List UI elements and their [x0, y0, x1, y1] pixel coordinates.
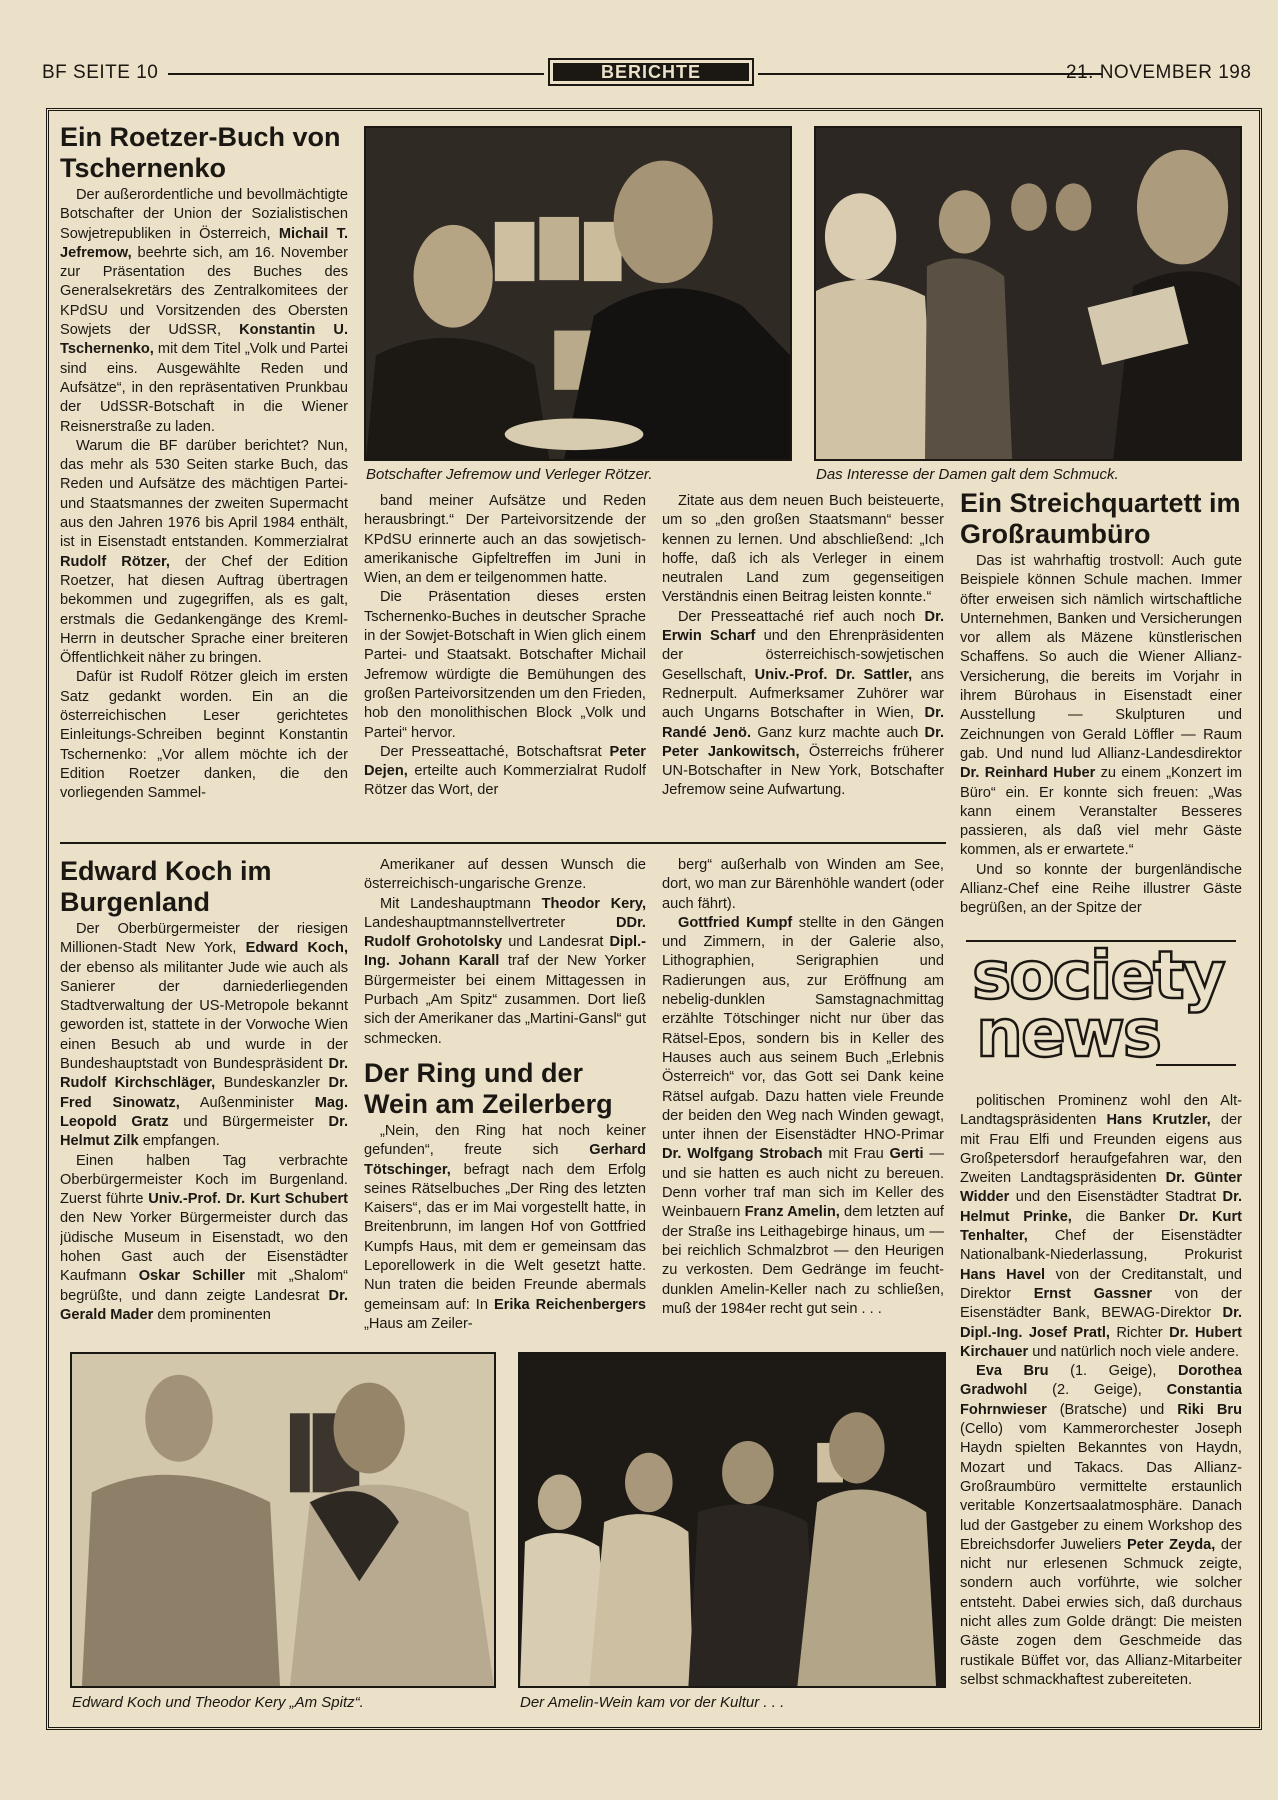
paragraph: berg“ außerhalb von Winden am See, dort, wo man zur Bärenhöhle wandert (oder auch fährt). [662, 857, 944, 912]
paragraph: Mit Landeshauptmann Theodor Kery, Landeshauptmannstellvertreter DDr. Rudolf Grohotolsky und Landesrat Dipl.-Ing. Johann Karall traf der New Yorker Bürgermeister bei einem Mittagessen in Purbach „Am Spitz“ zusammen. Dort ließ sich der Amerikaner das „Martini-Gansl“ gut schmecken. [364, 895, 646, 1047]
article-streichquartett-top [960, 488, 1242, 930]
bold-name: Dr. Fred Sinowatz, [60, 1075, 348, 1111]
bold-name: Edward Koch, [245, 940, 348, 957]
paragraph: Amerikaner auf dessen Wunsch die österreichisch-ungarische Grenze. [364, 857, 646, 893]
bold-name: Peter Zeyda, [1126, 1536, 1216, 1553]
photo-ladies-jewelry [814, 126, 1242, 461]
paragraph: Eva Bru (1. Geige), Dorothea Gradwohl (2. Geige), Constantia Fohrnwieser (Bratsche) und Riki Bru (Cello) vom Kammerorchester Joseph Haydn spielten Bekanntes von Haydn, Mozart und Takacs. Das Allianz-Großraumbüro vermittelte erstaunlich veritable Konzertsaalatmosphäre. Danach lud der Gastgeber zu einem Workshop des Ebreichsdorfer Juweliers Peter Zeyda, der nicht nur erlesenen Schmuck zeigte, sondern auch vorführte, wie solcher entsteht. Dabei erwies sich, daß durchaus nicht alles zum Golde drängt: Die meisten Gäste zogen dem Geschmeide das rustikale Büffet vor, das Allianz-Mitarbeiter selbst schmackhaftest zubereiteten. [960, 1363, 1242, 1688]
header-rule-left [168, 73, 544, 75]
photo-jefremow-roetzer [364, 126, 792, 461]
headline-koch: Edward Koch im Burgenland [60, 856, 272, 917]
paragraph: Der außerordentliche und bevollmächtigte Botschafter der Union der Sozialistischen Sowjetrepubliken in Österreich, Michail T. Jefremow, beehrte sich, am 16. November zur Präsentation des Buches des Generalsekretärs des Zentralkomitees der KPdSU und Vorsitzenden des Obersten Sowjets der UdSSR, Konstantin U. Tschernenko, mit dem Titel „Volk und Partei sind eins. Ausgewählte Reden und Aufsätze“, in den repräsentativen Prunkbau der UdSSR-Botschaft in die Wiener Reisnerstraße zu laden. [60, 187, 348, 435]
bold-name: Hans Havel [960, 1266, 1046, 1283]
bold-name: Riki Bru [1177, 1401, 1242, 1418]
bold-name: Mag. Leopold Gratz [60, 1094, 348, 1130]
bold-name: Dr. Helmut Prinke, [960, 1189, 1242, 1225]
caption-ladies: Das Interesse der Damen galt dem Schmuck. [816, 466, 1119, 483]
bold-name: Rudolf Rötzer, [60, 553, 170, 570]
paragraph: Das ist wahrhaftig trostvoll: Auch gute Beispiele können Schule machen. Immer öfter erweisen sich nämlich wirtschaftliche Unternehmen, Banken und Versicherungen vor allem als Mäzene künstlerischen Schaffens. So auch die Wiener Allianz-Versicherung, die bereits im Vorjahr in ihrem Bürohaus in Eisenstadt einer Ausstellung — Skulpturen und Zeichnungen von Gerald Löffler — Raum gab. Und nund lud Allianz-Landesdirektor Dr. Reinhard Huber zu einem „Konzert im Büro“ ein. Er konnte sich freuen: „Was kann einem Veranstalter Besseres passieren, als daß viel mehr Gäste kommen, als er erwartete.“ [960, 553, 1242, 859]
section-label: BERICHTE [553, 63, 749, 81]
bold-name: Eva Bru [976, 1363, 1049, 1380]
issue-date: 21. NOVEMBER 198 [1066, 62, 1252, 83]
bold-name: Gerti [889, 1146, 924, 1163]
headline-ring: Der Ring und der Wein am Zeilerberg [364, 1058, 613, 1119]
paragraph: Gottfried Kumpf stellte in den Gängen und Zimmern, in der Galerie also, Lithographien, Serigraphien und Radierungen aus, zur Eröffnung am nebelig-dunklen Samstagnachmittag erzählte Tötschinger nicht nur über das Rätsel-Epos, sondern bis in Keller des Hauses auch aus seinem Buch „Erlebnis Österreich“ vor, das Gott sei Dank keine Rätsel aufgab. Dazu hatten viele Freunde der beiden den Weg nach Winden gewagt, unter ihnen der Eisenstädter HNO-Primar Dr. Wolfgang Strobach mit Frau Gerti — und sie hatten es auch nicht zu bereuen. Denn vorher traf man sich im Keller des Weinbauern Franz Amelin, dem letzten auf der Straße ins Leithagebirge hinaus, um — bei reichlich Schmalzbrot — den Heurigen zu verkosten. Dem Gedränge im feucht-dunklen Amelin-Keller nach zu schließen, muß der 1984er recht gut sein . . . [662, 914, 944, 1317]
bold-name: Dr. Reinhard Huber [960, 765, 1096, 782]
photo-amelin-wein [518, 1352, 946, 1688]
caption-jefremow: Botschafter Jefremow und Verleger Rötzer. [366, 466, 653, 483]
bold-name: Dr. Wolfgang Strobach [662, 1146, 823, 1163]
bold-name: Dr. Rudolf Kirchschläger, [60, 1056, 348, 1092]
bold-name: Dorothea Gradwohl [960, 1363, 1242, 1399]
bold-name: Ernst Gassner [1033, 1285, 1153, 1302]
headline-roetzer: Ein Roetzer-Buch von Tschernenko [60, 122, 341, 183]
bold-name: Theodor Kery, [541, 895, 646, 912]
bold-name: Dr. Randé Jenö. [662, 705, 944, 741]
bold-name: Gottfried Kumpf [678, 914, 793, 931]
roetzer-text-col1 [60, 186, 348, 804]
bold-name: Peter Dejen, [364, 743, 646, 780]
bold-name: Konstantin U. Tschernenko, [60, 322, 348, 358]
streichquartett-text-top [960, 552, 1242, 919]
bold-name: Dr. Gerald Mader [60, 1287, 348, 1323]
article-roetzer-col3 [662, 492, 944, 834]
bold-name: Dr. Erwin Scharf [662, 608, 944, 645]
article-ring-col2 [364, 1058, 646, 1342]
paragraph: Zitate aus dem neuen Buch beisteuerte, um so „den großen Staatsmann“ besser kennen zu lernen. Und abschließend: „Ich hoffe, daß ich als Verleger in einem neutralen Land zum gegenseitigen Verständnis einen Beitrag leisten konnte.“ [662, 493, 944, 606]
koch-text-col1 [60, 920, 348, 1325]
paragraph: „Nein, den Ring hat noch keiner gefunden“, freute sich Gerhard Tötschinger, befragt nach dem Erfolg seines Rätselbuches „Der Ring des letzten Kaisers“, das er im Mai vorgestellt hatte, in Breitenbrunn, im langen Hof von Gottfried Kumpfs Haus, mit dem er gemeinsam das Leporellowerk in die Welt gesetzt hatte. Nun traten die beiden Freunde abermals gemeinsam auf: In Erika Reichenbergers „Haus am Zeiler- [364, 1123, 646, 1332]
header-rule-right [758, 73, 1102, 75]
section-separator [60, 842, 946, 844]
article-ring-col3 [662, 856, 944, 1342]
photo-koch-kery [70, 1352, 496, 1688]
article-roetzer-col1 [60, 122, 348, 834]
logo-word-society: society [972, 937, 1224, 1014]
logo-word-news: news [976, 995, 1161, 1072]
ring-text-col2 [364, 1122, 646, 1334]
paragraph: Und so konnte der burgenländische Allianz-Chef eine Reihe illustrer Gäste begrüßen, an der Spitze der [960, 861, 1242, 917]
headline-streichquartett: Ein Streichquartett im Großraumbüro [960, 488, 1241, 549]
bold-name: Dr. Kurt Tenhalter, [960, 1208, 1242, 1245]
article-streichquartett-bottom [960, 1092, 1242, 1704]
bold-name: Hans Krutzler, [1106, 1112, 1211, 1129]
bold-name: Gerhard Tötschinger, [364, 1142, 646, 1178]
bold-name: Univ.-Prof. Dr. Kurt Schubert [148, 1191, 348, 1208]
page-number: BF SEITE 10 [42, 62, 159, 83]
paragraph: politischen Prominenz wohl den Alt-Landtagspräsidenten Hans Krutzler, der mit Frau Elfi und Freunden eigens aus Großpetersdorf heraufgefahren war, den Zweiten Landtagspräsidenten Dr. Günter Widder und den Eisenstädter Stadtrat Dr. Helmut Prinke, die Banker Dr. Kurt Tenhalter, Chef der Eisenstädter Nationalbank-Niederlassung, Prokurist Hans Havel von der Creditanstalt, und Direktor Ernst Gassner von der Eisenstädter Bank, BEWAG-Direktor Dr. Dipl.-Ing. Josef Pratl, Richter Dr. Hubert Kirchauer und natürlich noch viele andere. [960, 1093, 1242, 1360]
article-koch-col2 [364, 856, 646, 1052]
bold-name: Dr. Günter Widder [960, 1170, 1242, 1206]
bold-name: Erika Reichenbergers [493, 1296, 646, 1313]
paragraph: Warum die BF darüber berichtet? Nun, das mehr als 530 Seiten starke Buch, das Reden und Aufsätze des mächtigen Partei- und Staatsmannes der zweiten Supermacht aus den Jahren 1976 bis April 1984 enthält, ist in Eisenstadt entstanden. Kommerzialrat Rudolf Rötzer, der Chef der Edition Roetzer, hat diesen Auftrag übertragen bekommen und zugegriffen, als es galt, erstmals die Gedankengänge des Kreml-Herrn in deutscher Sprache einer breiteren Öffentlichkeit näher zu bringen. [60, 437, 348, 667]
bold-name: Univ.-Prof. Dr. Sattler, [754, 666, 913, 683]
caption-amelin: Der Amelin-Wein kam vor der Kultur . . . [520, 1694, 785, 1711]
article-roetzer-col2 [364, 492, 646, 834]
bold-name: Dr. Hubert Kirchauer [960, 1324, 1242, 1360]
paragraph: Dafür ist Rudolf Rötzer gleich im ersten Satz gedankt worden. Ein an die österreichischen Leser gerichtetes Einleitungs-Schreiben beginnt Konstantin Tschernenko: „Vor allem möchte ich der Edition Roetzer danken, die den vorliegenden Sammel- [60, 669, 348, 802]
paragraph: Der Oberbürgermeister der riesigen Millionen-Stadt New York, Edward Koch, der ebenso als militanter Jude wie auch als Sanierer der darniederliegenden Stadtverwaltung der US-Metropole bekannt geworden ist, stattete in der Vorwoche Wien einen Besuch ab und wurde in der Bundeshauptstadt von Bundespräsident Dr. Rudolf Kirchschläger, Bundeskanzler Dr. Fred Sinowatz, Außenminister Mag. Leopold Gratz und Bürgermeister Dr. Helmut Zilk empfangen. [60, 921, 348, 1150]
society-news-logo [966, 937, 1236, 1080]
bold-name: Dipl.-Ing. Johann Karall [364, 934, 646, 970]
paragraph: Der Presseattaché, Botschaftsrat Peter Dejen, erteilte auch Kommerzialrat Rudolf Rötzer das Wort, der [364, 743, 646, 799]
paragraph: Die Präsentation dieses ersten Tschernenko-Buches in deutscher Sprache in der Sowjet-Botschaft in Wien glich einem Partei- und Staatsakt. Botschafter Michail Jefremow würdigte die Bemühungen des großen Parteivorsitzenden um den Frieden, hob den monolithischen Block „Volk und Partei“ hervor. [364, 589, 646, 741]
logo-bottom-rule [1156, 1064, 1236, 1066]
bold-name: Oskar Schiller [138, 1268, 245, 1285]
bold-name: Dr. Dipl.-Ing. Josef Pratl, [960, 1305, 1242, 1341]
bold-name: Franz Amelin, [744, 1204, 840, 1221]
bold-name: DDr. Rudolf Grohotolsky [364, 914, 646, 951]
paragraph: Einen halben Tag verbrachte Oberbürgermeister Koch im Burgenland. Zuerst führte Univ.-Prof. Dr. Kurt Schubert den New Yorker Bürgermeister durch das jüdische Museum in Eisenstadt, wo den hohen Gast auch der Eisenstädter Kaufmann Oskar Schiller mit „Shalom“ begrüßte, und dann zeigte Landesrat Dr. Gerald Mader dem prominenten [60, 1152, 348, 1323]
bold-name: Dr. Helmut Zilk [60, 1113, 348, 1150]
article-koch-col1 [60, 856, 348, 1342]
bold-name: Constantia Fohrnwieser [960, 1382, 1242, 1418]
paragraph: band meiner Aufsätze und Reden herausbringt.“ Der Parteivorsitzende der KPdSU erinnerte auch an das sowjetisch-amerikanische Gipfeltreffen im Juni in Wien, an dem er teilgenommen hatte. [364, 493, 646, 587]
bold-name: Michail T. Jefremow, [60, 225, 348, 261]
caption-koch: Edward Koch und Theodor Kery „Am Spitz“. [72, 1694, 364, 1711]
section-badge [548, 58, 754, 86]
bold-name: Dr. Peter Jankowitsch, [662, 724, 944, 760]
paragraph: Der Presseattaché rief auch noch Dr. Erwin Scharf und den Ehrenpräsidenten der österreichisch-sowjetischen Gesellschaft, Univ.-Prof. Dr. Sattler, ans Rednerpult. Aufmerksamer Zuhörer war auch Ungarns Botschafter in Wien, Dr. Randé Jenö. Ganz kurz machte auch Dr. Peter Jankowitsch, Österreichs früherer UN-Botschafter in New York, Botschafter Jefremow seine Aufwartung. [662, 608, 944, 799]
page-header [40, 58, 1278, 88]
